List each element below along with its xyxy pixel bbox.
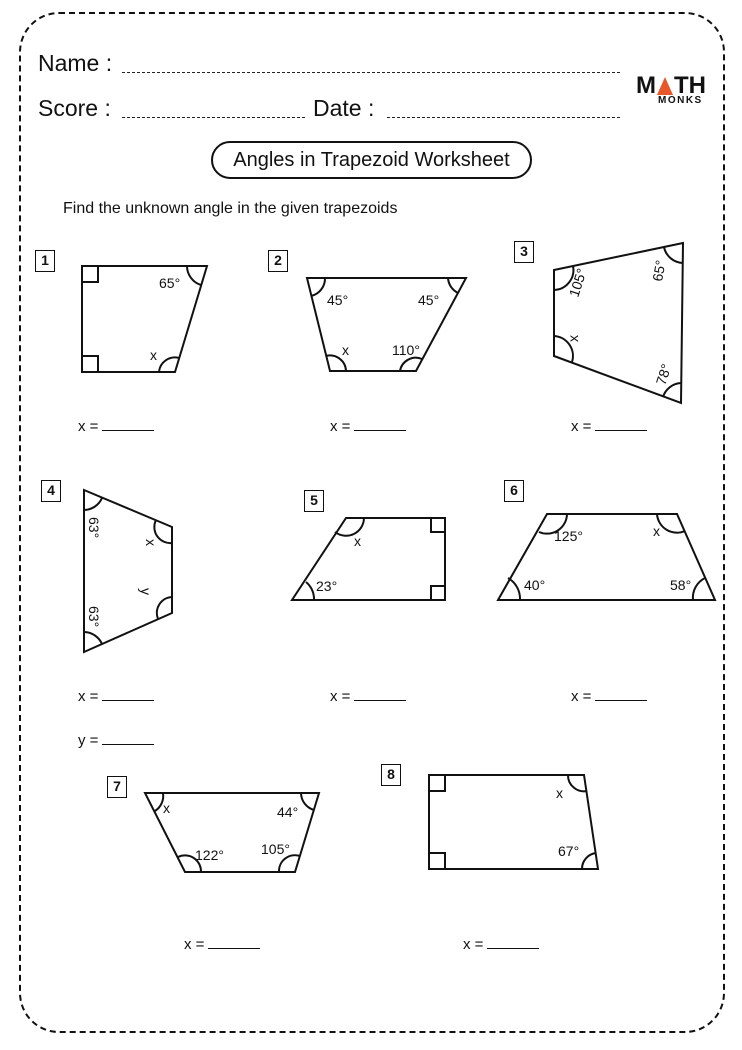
angle-label: x xyxy=(354,533,361,549)
angle-label: 67° xyxy=(558,843,580,859)
angle-label: x xyxy=(653,523,660,539)
answer-y-4[interactable]: y = xyxy=(78,732,154,749)
angle-label: 105° xyxy=(565,266,590,299)
answer-x-2[interactable]: x = xyxy=(330,418,406,435)
problem-number: 3 xyxy=(514,241,534,263)
angle-label: x xyxy=(163,800,170,816)
angle-label: 122° xyxy=(195,847,224,863)
angle-label: 110° xyxy=(392,342,420,358)
angle-label: 63° xyxy=(86,606,102,628)
angle-label: 65° xyxy=(649,258,669,283)
worksheet-title: Angles in Trapezoid Worksheet xyxy=(211,141,532,179)
logo-letters-th: TH xyxy=(674,72,706,99)
answer-x-7[interactable]: x = xyxy=(184,936,260,953)
angle-label: x xyxy=(150,347,157,363)
answer-x-5[interactable]: x = xyxy=(330,688,406,705)
angle-label: y xyxy=(138,588,154,595)
angle-label: x xyxy=(342,342,349,358)
angle-label: 58° xyxy=(670,577,692,593)
answer-x-8[interactable]: x = xyxy=(463,936,539,953)
angle-label: 23° xyxy=(316,578,338,594)
angle-label: 45° xyxy=(327,292,349,308)
trapezoid-5 xyxy=(292,518,445,600)
trapezoid-4 xyxy=(84,490,172,652)
angle-label: 65° xyxy=(159,275,181,291)
answer-x-1[interactable]: x = xyxy=(78,418,154,435)
angle-label: x xyxy=(556,785,563,801)
logo-subtitle: MONKS xyxy=(658,95,703,106)
date-label: Date : xyxy=(313,95,375,121)
angle-label: 63° xyxy=(86,517,102,539)
score-label: Score : xyxy=(38,95,111,121)
angle-label: x xyxy=(143,539,159,546)
angle-label: 44° xyxy=(277,804,299,820)
problem-number: 8 xyxy=(381,764,401,786)
logo-letter-m: M xyxy=(636,72,656,99)
problem-number: 2 xyxy=(268,250,288,272)
angle-label: 40° xyxy=(524,577,546,593)
name-label: Name : xyxy=(38,50,113,76)
problem-number: 4 xyxy=(41,480,61,502)
answer-x-4[interactable]: x = xyxy=(78,688,154,705)
problem-number: 7 xyxy=(107,776,127,798)
angle-label: 105° xyxy=(261,841,290,857)
problem-number: 6 xyxy=(504,480,524,502)
answer-x-6[interactable]: x = xyxy=(571,688,647,705)
angle-label: 45° xyxy=(418,292,440,308)
instructions: Find the unknown angle in the given trapezoids xyxy=(63,200,398,217)
trapezoid-1 xyxy=(82,266,207,372)
angle-label: x xyxy=(565,335,581,342)
angle-label: 125° xyxy=(554,528,583,544)
problem-number: 1 xyxy=(35,250,55,272)
answer-x-3[interactable]: x = xyxy=(571,418,647,435)
angle-label: 78° xyxy=(652,361,675,387)
problem-number: 5 xyxy=(304,490,324,512)
